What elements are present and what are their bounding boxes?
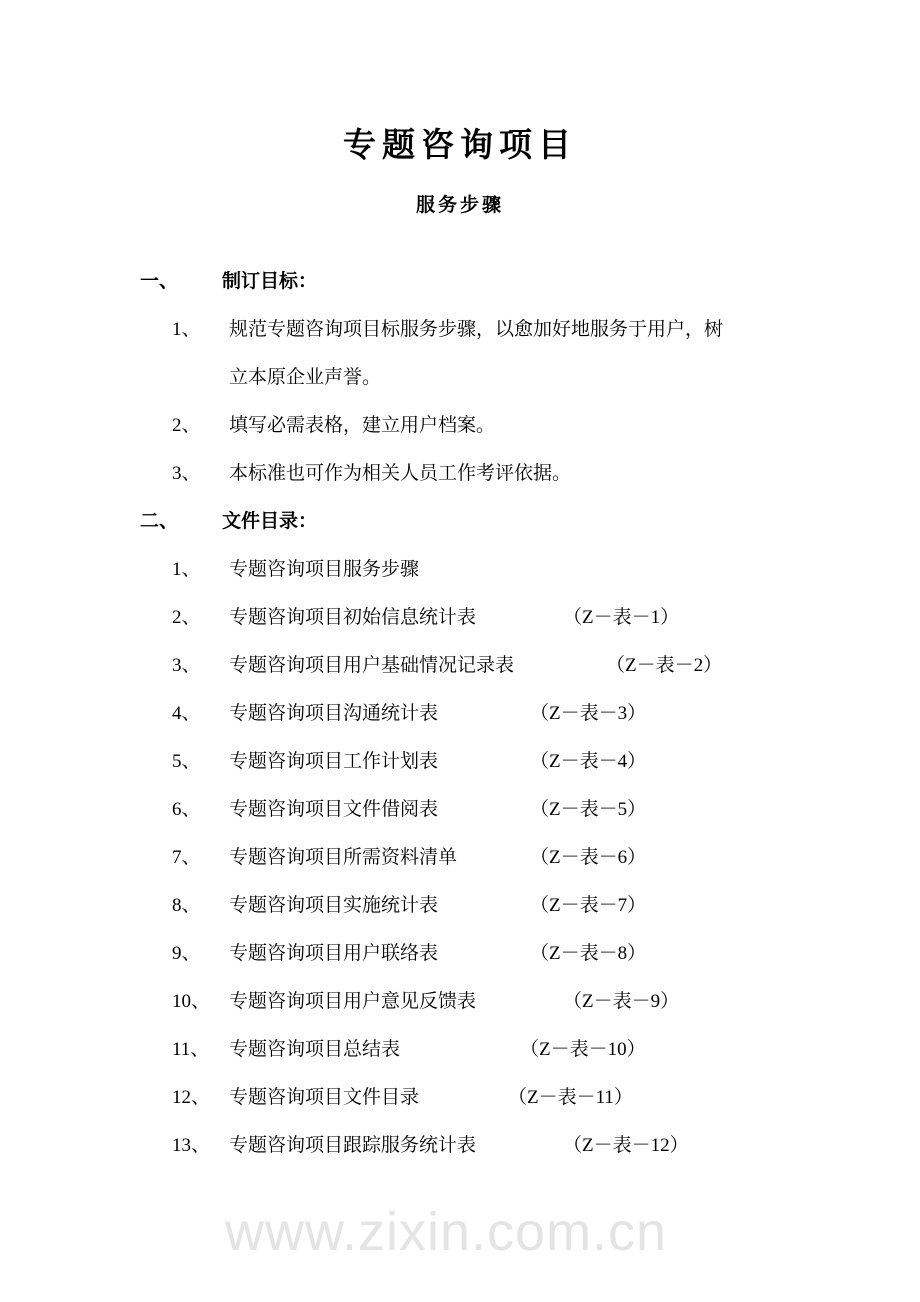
file-item-code: （Z－表－6） — [530, 847, 647, 868]
file-item-title: 专题咨询项目实施统计表 — [229, 895, 439, 916]
file-item-code: （Z－表－11） — [508, 1087, 633, 1108]
goal-item-text: 规范专题咨询项目标服务步骤，以愈加好地服务于用户，树 — [229, 319, 724, 340]
file-item-code: （Z－表－5） — [530, 799, 647, 820]
file-item-number: 10、 — [172, 991, 211, 1012]
goal-item-text: 填写必需表格，建立用户档案。 — [229, 415, 496, 436]
file-item-number: 3、 — [172, 655, 201, 676]
file-item-code: （Z－表－7） — [530, 895, 647, 916]
file-item-number: 9、 — [172, 943, 201, 964]
page-subtitle: 服务步骤 — [415, 194, 504, 216]
file-item-title: 专题咨询项目文件目录 — [229, 1087, 420, 1108]
watermark: www.zixin.com.cn — [225, 1202, 668, 1262]
file-item-number: 4、 — [172, 703, 201, 724]
file-item-title: 专题咨询项目所需资料清单 — [229, 847, 458, 868]
section2-number: 二、 — [140, 510, 179, 532]
file-item-number: 5、 — [172, 751, 201, 772]
file-item-number: 13、 — [172, 1135, 211, 1156]
file-item-code: （Z－表－12） — [563, 1135, 689, 1156]
file-item-title: 专题咨询项目总结表 — [229, 1039, 401, 1060]
goal-item-text: 本标准也可作为相关人员工作考评依据。 — [229, 463, 572, 484]
file-item-title: 专题咨询项目用户意见反馈表 — [229, 991, 477, 1012]
file-item-title: 专题咨询项目初始信息统计表 — [229, 607, 477, 628]
page-title: 专题咨询项目 — [343, 125, 577, 164]
file-item-title: 专题咨询项目服务步骤 — [229, 559, 420, 580]
section1-number: 一、 — [140, 270, 179, 292]
file-item-code: （Z－表－10） — [520, 1039, 646, 1060]
file-item-title: 专题咨询项目工作计划表 — [229, 751, 439, 772]
file-item-title: 专题咨询项目用户基础情况记录表 — [229, 655, 515, 676]
goal-item-number: 2、 — [172, 415, 201, 436]
file-item-number: 11、 — [172, 1039, 210, 1060]
file-item-code: （Z－表－2） — [606, 655, 723, 676]
file-item-title: 专题咨询项目跟踪服务统计表 — [229, 1135, 477, 1156]
file-item-number: 7、 — [172, 847, 201, 868]
file-item-code: （Z－表－1） — [563, 607, 680, 628]
file-item-number: 6、 — [172, 799, 201, 820]
file-item-number: 1、 — [172, 559, 201, 580]
file-item-code: （Z－表－3） — [530, 703, 647, 724]
file-item-number: 12、 — [172, 1087, 211, 1108]
file-item-code: （Z－表－8） — [530, 943, 647, 964]
goal-item-number: 1、 — [172, 319, 201, 340]
file-item-number: 8、 — [172, 895, 201, 916]
file-item-title: 专题咨询项目用户联络表 — [229, 943, 439, 964]
section2-heading: 文件目录： — [222, 510, 318, 532]
goal-item-number: 3、 — [172, 463, 201, 484]
file-item-code: （Z－表－9） — [563, 991, 680, 1012]
file-item-title: 专题咨询项目沟通统计表 — [229, 703, 439, 724]
file-item-code: （Z－表－4） — [530, 751, 647, 772]
goal-item-text-continued: 立本原企业声誉。 — [229, 367, 382, 388]
file-item-title: 专题咨询项目文件借阅表 — [229, 799, 439, 820]
file-item-number: 2、 — [172, 607, 201, 628]
section1-heading: 制订目标： — [222, 270, 318, 292]
